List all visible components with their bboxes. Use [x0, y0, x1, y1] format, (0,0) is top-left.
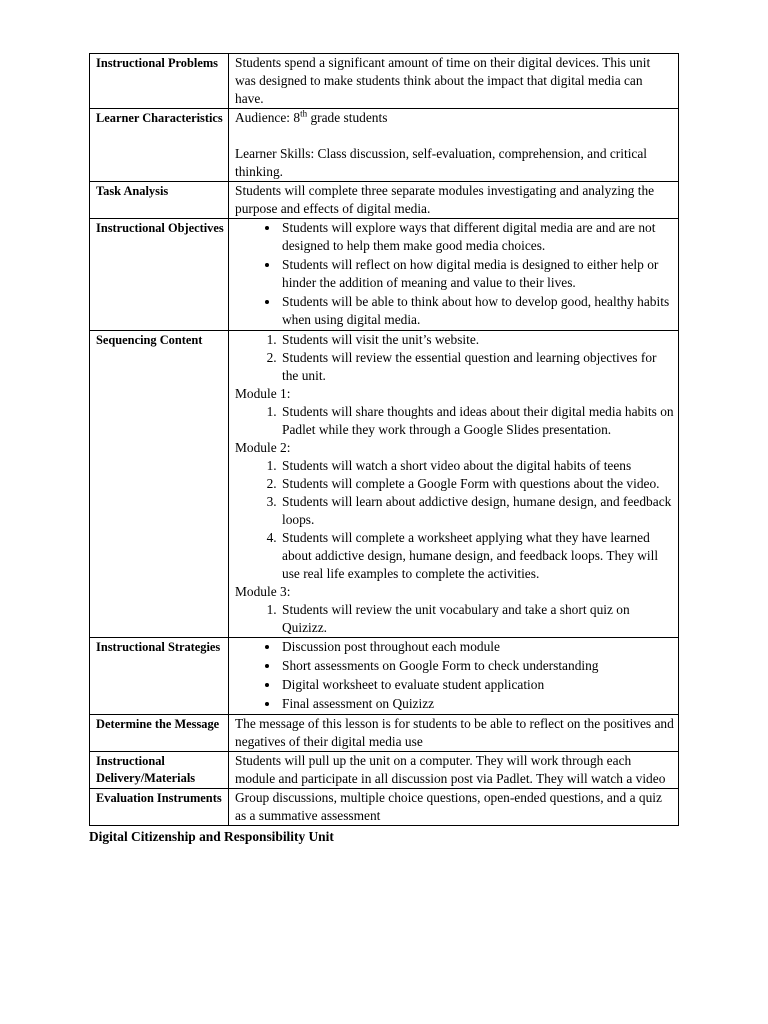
list-item: 1. Students will review the unit vocabulary and take a short quiz on Quizizz.	[280, 601, 674, 637]
unit-title: Digital Citizenship and Responsibility Unit	[89, 829, 334, 844]
list-item: 1. Students will share thoughts and ideas about their digital media habits on Padlet while they work through a Google Slides presentation.	[280, 403, 674, 439]
audience-text	[235, 109, 674, 127]
message-text: The message of this lesson is for students to be able to reflect on the positives and negatives of their digital media use	[235, 716, 674, 749]
module-heading: Module 3:	[235, 584, 291, 599]
table-row	[90, 109, 679, 182]
module2-steps-list	[235, 457, 674, 583]
objectives-list	[235, 219, 674, 329]
row-label: Instructional Delivery/Materials	[90, 752, 229, 789]
document-page	[89, 53, 679, 846]
table-row	[90, 54, 679, 109]
row-label: Learner Characteristics	[90, 109, 229, 182]
list-item: • Discussion post throughout each module	[280, 638, 674, 656]
table-row	[90, 715, 679, 752]
audience-suffix: grade students	[307, 110, 388, 125]
list-item: 4. Students will complete a worksheet applying what they have learned about addictive design, humane design, and feedback loops. They will use real life examples to complete the activities.	[280, 529, 674, 583]
row-content	[229, 182, 679, 219]
learner-skills-text: Learner Skills: Class discussion, self-evaluation, comprehension, and critical thinking.	[235, 146, 648, 179]
table-row	[90, 789, 679, 826]
delivery-text: Students will pull up the unit on a computer. They will work through each module and participate in all discussion post via Padlet. They will watch a video	[235, 753, 666, 786]
row-content	[229, 54, 679, 109]
list-item: • Students will explore ways that different digital media are and are not designed to help them make good media choices.	[280, 219, 674, 255]
list-item: 2. Students will review the essential question and learning objectives for the unit.	[280, 349, 674, 385]
paragraph-gap	[235, 127, 674, 145]
row-content	[229, 109, 679, 182]
strategies-list	[235, 638, 674, 713]
list-item: 2. Students will complete a Google Form with questions about the video.	[280, 475, 674, 493]
list-item: • Final assessment on Quizizz	[280, 695, 674, 713]
row-content	[229, 789, 679, 826]
row-label: Task Analysis	[90, 182, 229, 219]
list-item: 3. Students will learn about addictive design, humane design, and feedback loops.	[280, 493, 674, 529]
row-content	[229, 638, 679, 715]
table-row	[90, 752, 679, 789]
table-row	[90, 219, 679, 331]
list-item: • Students will be able to think about how to develop good, healthy habits when using digital media.	[280, 293, 674, 329]
row-content	[229, 752, 679, 789]
module-heading: Module 1:	[235, 386, 291, 401]
row-content	[229, 219, 679, 331]
module3-steps-list	[235, 601, 674, 637]
evaluation-text: Group discussions, multiple choice questions, open-ended questions, and a quiz as a summative assessment	[235, 790, 662, 823]
table-row	[90, 331, 679, 638]
row-label: Evaluation Instruments	[90, 789, 229, 826]
module-heading: Module 2:	[235, 440, 291, 455]
intro-steps-list	[235, 331, 674, 385]
row-label: Instructional Objectives	[90, 219, 229, 331]
audience-prefix: Audience: 8	[235, 110, 301, 125]
table-row	[90, 182, 679, 219]
row-label: Sequencing Content	[90, 331, 229, 638]
list-item: 1. Students will visit the unit’s website.	[280, 331, 674, 349]
task-analysis-text: Students will complete three separate modules investigating and analyzing the purpose and effects of digital media.	[235, 183, 655, 216]
list-item: 1. Students will watch a short video about the digital habits of teens	[280, 457, 674, 475]
module1-steps-list	[235, 403, 674, 439]
row-content	[229, 331, 679, 638]
row-label: Determine the Message	[90, 715, 229, 752]
row-label: Instructional Strategies	[90, 638, 229, 715]
list-item: • Short assessments on Google Form to check understanding	[280, 657, 674, 675]
table-row	[90, 638, 679, 715]
unit-plan-table	[89, 53, 679, 826]
list-item: • Digital worksheet to evaluate student application	[280, 676, 674, 694]
row-content	[229, 715, 679, 752]
instructional-problems-text: Students spend a significant amount of time on their digital devices. This unit was designed to make students think about the impact that digital media can have.	[235, 55, 651, 106]
list-item: • Students will reflect on how digital media is designed to either help or hinder the addition of meaning and value to their lives.	[280, 256, 674, 292]
audience-superscript: th	[300, 108, 308, 119]
row-label: Instructional Problems	[90, 54, 229, 109]
